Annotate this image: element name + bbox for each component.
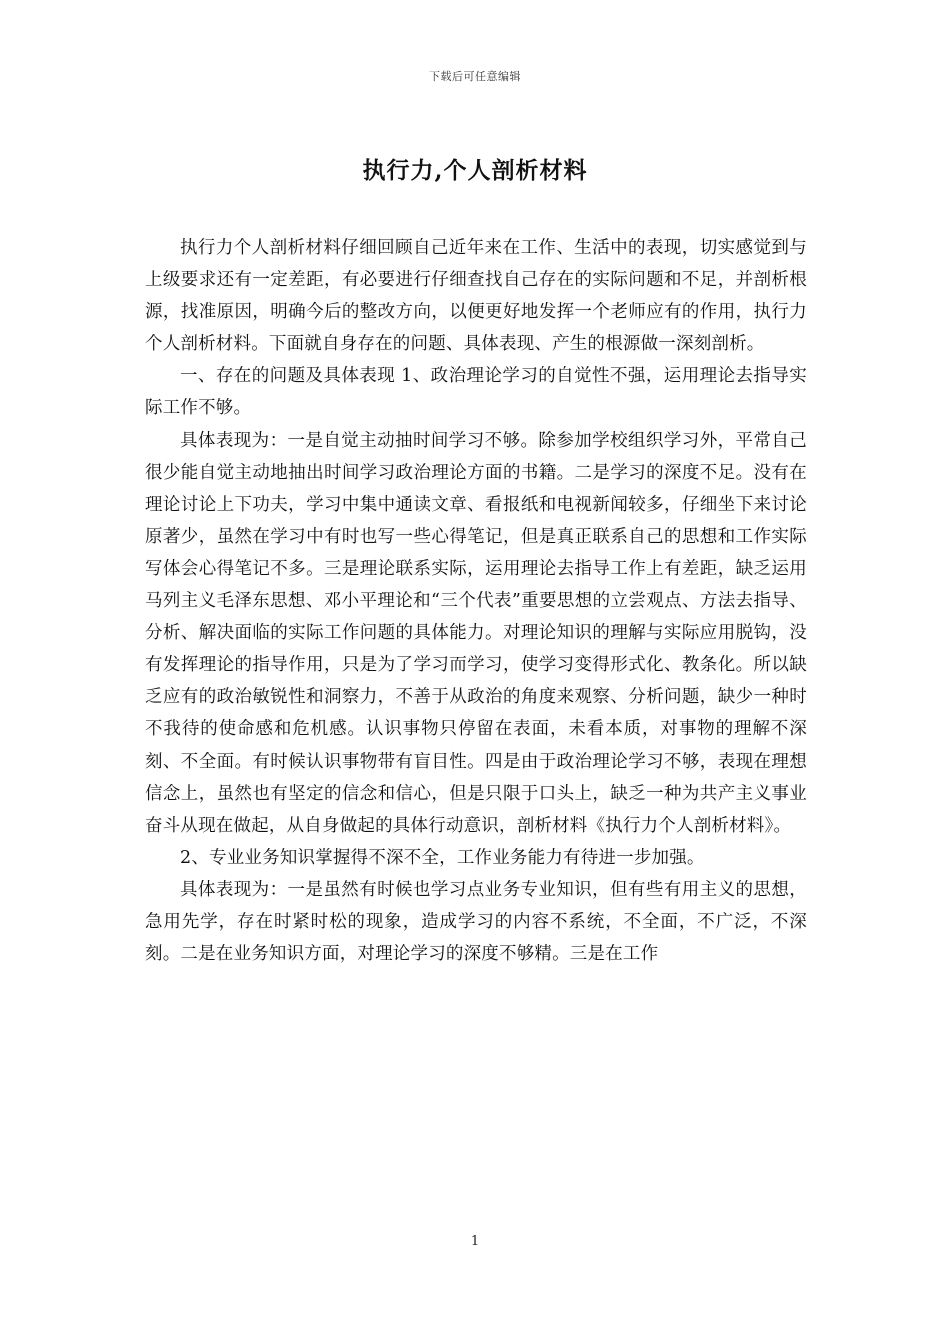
paragraph-intro: 执行力个人剖析材料仔细回顾自己近年来在工作、生活中的表现，切实感觉到与上级要求还有一定差距，有必要进行仔细查找自己存在的实际问题和不足，并剖析根源，找准原因，明确今后的整改方向，以便更好地发挥一个老师应有的作用，执行力个人剖析材料。下面就自身存在的问题、具体表现、产生的根源做一深刻剖析。 [145,238,807,355]
paragraph-section-two: 2、专业业务知识掌握得不深不全，工作业务能力有待进一步加强。 [180,847,705,868]
page-number: 1 [470,1234,480,1249]
document-title: 执行力,个人剖析材料 [362,157,588,184]
document-body [145,232,807,970]
header-note: 下载后可任意编辑 [429,70,521,83]
paragraph-section-one: 一、存在的问题及具体表现 1、政治理论学习的自觉性不强，运用理论去指导实际工作不够。 [145,366,807,419]
paragraph-manifestation-one: 具体表现为：一是自觉主动抽时间学习不够。除参加学校组织学习外，平常自己很少能自觉主动地抽出时间学习政治理论方面的书籍。二是学习的深度不足。没有在理论讨论上下功夫，学习中集中通读文章、看报纸和电视新闻较多，仔细坐下来讨论原著少，虽然在学习中有时也写一些心得笔记，但是真正联系自己的思想和工作实际写体会心得笔记不多。三是理论联系实际，运用理论去指导工作上有差距，缺乏运用马列主义毛泽东思想、邓小平理论和“三个代表”重要思想的立尝观点、方法去指导、分析、解决面临的实际工作问题的具体能力。对理论知识的理解与实际应用脱钩，没有发挥理论的指导作用，只是为了学习而学习，使学习变得形式化、教条化。所以缺乏应有的政治敏锐性和洞察力，不善于从政治的角度来观察、分析问题，缺少一种时不我待的使命感和危机感。认识事物只停留在表面，未看本质，对事物的理解不深刻、不全面。有时候认识事物带有盲目性。四是由于政治理论学习不够，表现在理想信念上，虽然也有坚定的信念和信心，但是只限于口头上，缺乏一种为共产主义事业奋斗从现在做起，从自身做起的具体行动意识，剖析材料《执行力个人剖析材料》。 [145,430,807,836]
paragraph-manifestation-two: 具体表现为：一是虽然有时候也学习点业务专业知识，但有些有用主义的思想，急用先学，存在时紧时松的现象，造成学习的内容不系统，不全面，不广泛，不深刻。二是在业务知识方面，对理论学习的深度不够精。三是在工作 [145,879,807,965]
